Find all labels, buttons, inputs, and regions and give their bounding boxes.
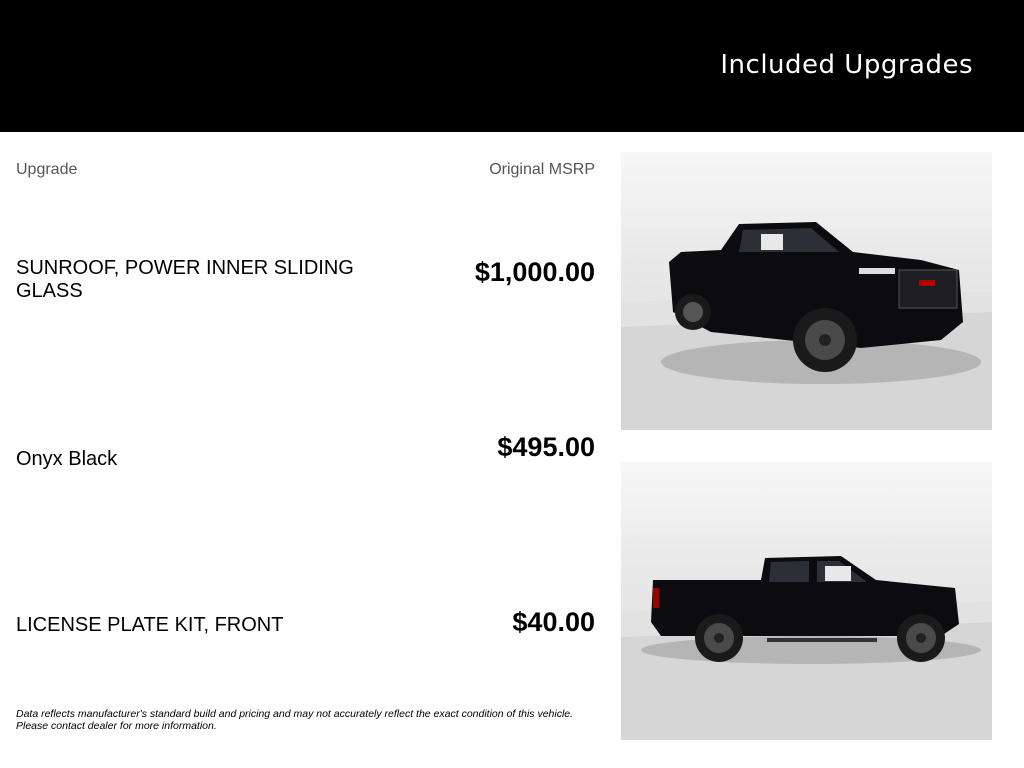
upgrade-price-sunroof: $1,000.00 bbox=[474, 257, 595, 287]
msrp-column-header: Original MSRP bbox=[489, 161, 595, 178]
disclaimer-line-2: Please contact dealer for more information. bbox=[16, 720, 217, 732]
upgrade-price-color: $495.00 bbox=[497, 432, 595, 462]
truck-front-image bbox=[621, 152, 992, 430]
disclaimer-line-1: Data reflects manufacturer's standard build and pricing and may not accurately reflect the exact condition of this vehicle. bbox=[16, 708, 574, 720]
upgrade-price-license-plate: $40.00 bbox=[512, 607, 595, 637]
vehicle-photo-side bbox=[621, 462, 992, 740]
upgrade-name-sunroof: SUNROOF, POWER INNER SLIDING GLASS bbox=[16, 257, 354, 302]
truck-side-image bbox=[621, 462, 992, 740]
disclaimer bbox=[16, 708, 606, 732]
header-bar bbox=[0, 0, 1024, 132]
upgrade-name-license-plate: LICENSE PLATE KIT, FRONT bbox=[16, 614, 284, 636]
page-title: Included Upgrades bbox=[720, 50, 973, 80]
upgrade-column-header: Upgrade bbox=[16, 161, 78, 178]
upgrade-name-color: Onyx Black bbox=[16, 448, 118, 470]
vehicle-photo-front bbox=[621, 152, 992, 430]
